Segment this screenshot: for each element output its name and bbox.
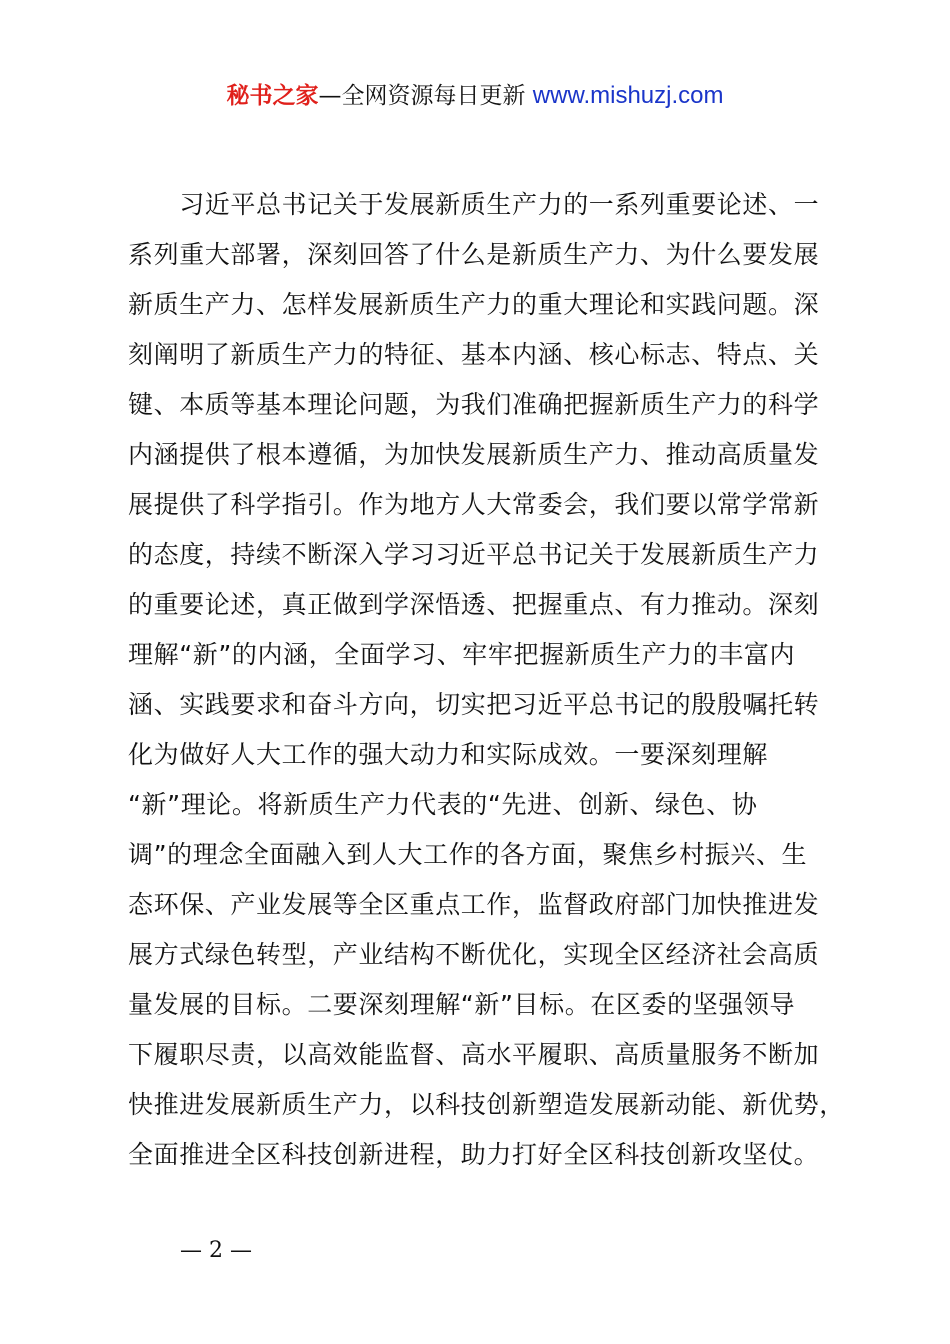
text-line: 快推进发展新质生产力，以科技创新塑造发展新动能、新优势， — [128, 1090, 845, 1119]
text-line: 化为做好人大工作的强大动力和实际成效。一要深刻理解 — [128, 740, 769, 769]
text-line: 系列重大部署，深刻回答了什么是新质生产力、为什么要发展 — [128, 240, 820, 269]
text-line: 涵、实践要求和奋斗方向，切实把习近平总书记的殷殷嘱托转 — [128, 690, 820, 719]
text-line: 下履职尽责，以高效能监督、高水平履职、高质量服务不断加 — [128, 1040, 820, 1069]
document-body — [128, 180, 845, 1180]
text-line: 的重要论述，真正做到学深悟透、把握重点、有力推动。深刻 — [128, 590, 820, 619]
banner-tagline: —全网资源每日更新 — [318, 83, 526, 109]
text-line: 新质生产力、怎样发展新质生产力的重大理论和实践问题。深 — [128, 290, 820, 319]
text-line: “新”理论。将新质生产力代表的“先进、创新、绿色、协 — [128, 790, 758, 819]
text-line: 的态度，持续不断深入学习习近平总书记关于发展新质生产力 — [128, 540, 820, 569]
text-line: 全面推进全区科技创新进程，助力打好全区科技创新攻坚仗。 — [128, 1140, 820, 1169]
text-line: 量发展的目标。二要深刻理解“新”目标。在区委的坚强领导 — [128, 990, 796, 1019]
text-line: 展方式绿色转型，产业结构不断优化，实现全区经济社会高质 — [128, 940, 820, 969]
text-line: 态环保、产业发展等全区重点工作，监督政府部门加快推进发 — [128, 890, 820, 919]
text-line: 内涵提供了根本遵循，为加快发展新质生产力、推动高质量发 — [128, 440, 820, 469]
text-line: 习近平总书记关于发展新质生产力的一系列重要论述、一 — [128, 190, 820, 219]
site-url-link[interactable]: www.mishuzj.com — [532, 82, 724, 109]
page-number: — 2 — — [180, 1238, 252, 1263]
text-line: 键、本质等基本理论问题，为我们准确把握新质生产力的科学 — [128, 390, 820, 419]
site-banner — [0, 80, 950, 112]
brand-name: 秘书之家 — [226, 83, 319, 109]
text-line: 理解“新”的内涵，全面学习、牢牢把握新质生产力的丰富内 — [128, 640, 796, 669]
text-line: 刻阐明了新质生产力的特征、基本内涵、核心标志、特点、关 — [128, 340, 820, 369]
text-line: 展提供了科学指引。作为地方人大常委会，我们要以常学常新 — [128, 490, 820, 519]
text-line: 调”的理念全面融入到人大工作的各方面，聚焦乡村振兴、生 — [128, 840, 808, 869]
